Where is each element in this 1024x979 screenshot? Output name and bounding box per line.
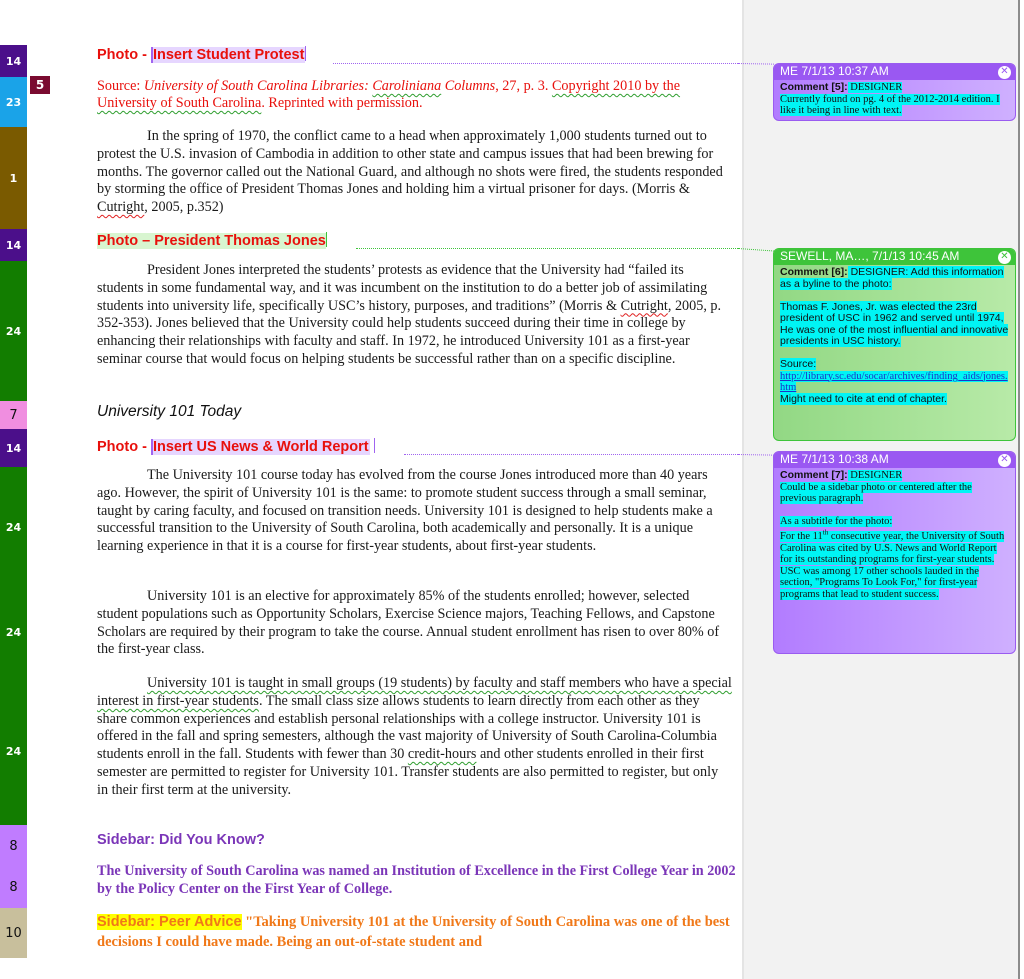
comment-connector-6 (356, 248, 738, 249)
sidebar-peer-advice: Sidebar: Peer Advice "Taking University 101 at the University of South Carolina was one of the best decisions I could have made. Being an out-of-state student and (97, 914, 730, 950)
style-bar-segment: 8 (0, 825, 27, 867)
section-heading-university-101-today: University 101 Today (97, 403, 242, 420)
style-bar-segment: 24 (0, 677, 27, 825)
paragraph-small-groups: University 101 is taught in small groups (19 students) by faculty and staff members who have a special interest in first-year students. The small class size allows students to learn directly from each other as they share common experiences and establish personal relationships with a college instructor. University 101 is offered in the fall and spring semesters, although the vast majority of University of South Carolina-Columbia students enroll in the fall. Students with fewer than 30 credit-hours and other students enrolled in their first semester are permitted to register for University 101. Transfer students are also permitted to register, but only in their first term at the university. (97, 675, 732, 798)
style-bar-segment: 1 (0, 127, 27, 229)
comment-text: Thomas F. Jones, Jr. was elected the 23rd president of USC in 1962 and served until 1974, He was one of the most influential and innovative presidents in USC history. (780, 300, 1009, 347)
comment-connector-7 (404, 454, 738, 455)
comment-header: SEWELL, MA…, 7/1/13 10:45 AM ✕ (774, 249, 1015, 265)
style-bar-segment: 8 (0, 867, 27, 908)
style-bar-segment: 24 (0, 261, 27, 401)
style-bar-segment: 23 (0, 77, 27, 127)
comment-anchor-7[interactable]: Insert US News & World Report (152, 439, 369, 455)
sidebar-peer-advice-tag: Sidebar: Peer Advice (97, 914, 242, 930)
comment-anchor-6[interactable]: Photo – President Thomas Jones (97, 233, 326, 249)
close-icon[interactable]: ✕ (998, 251, 1011, 264)
comment-anchor-5[interactable]: Insert Student Protest (152, 47, 305, 63)
comment-balloon-7[interactable]: ME 7/1/13 10:38 AM ✕ Comment [7]: DESIGNER Could be a sidebar photo or centered after the previous paragraph. As a subtitle for the photo: For the 11th consecutive year, the University of South Carolina was cited by U.S. News and World Report for its outstanding programs for first-year students. USC was among 17 other schools lauded in the section, "Programs To Look For," for first-year programs that lead to student success. (773, 451, 1016, 654)
style-bar-segment: 24 (0, 467, 27, 587)
style-bar-segment: 14 (0, 45, 27, 77)
paragraph-course-today: The University 101 course today has evolved from the course Jones introduced more than 40 years ago. However, the spirit of University 101 is the same: to promote student success through a small seminar, taught by caring faculty, and focused on transition needs. University 101 is designed to help students make a successful transition to the University of South Carolina, both academically and personally. It is a unique learning experience in that it is a course for first-year students, about first-year students. (97, 467, 713, 555)
photo-placeholder-president-jones (97, 232, 327, 249)
close-icon[interactable]: ✕ (998, 66, 1011, 79)
style-bar-segment: 10 (0, 908, 27, 958)
style-bar-segment: 14 (0, 429, 27, 467)
comment-balloon-6[interactable]: SEWELL, MA…, 7/1/13 10:45 AM ✕ Comment [6]: DESIGNER: Add this information as a byline to the photo: Thomas F. Jones, Jr. was elected the 23rd president of USC in 1962 and served until 1974, He was one of the most influential and innovative presidents in USC history. Source: http://library.sc.edu/socar/archives/finding_aids/jones.htm Might need to cite at end of chapter. (773, 248, 1016, 441)
comment-text: Currently found on pg. 4 of the 2012-2014 edition. I like it being in line with text. (780, 93, 1000, 116)
comment-connector-5 (333, 63, 738, 64)
style-bar-segment: 24 (0, 587, 27, 677)
paragraph-1970-protest: In the spring of 1970, the conflict came to a head when approximately 1,000 students turned out to protest the U.S. invasion of Cambodia in addition to other state and campus issues that had been brewing for months. The governor called out the National Guard, and although no shots were fired, the students responded by storming the office of President Thomas Jones and holding him a virtual prisoner for days. (Morris & Cutright, 2005, p.352) (97, 128, 723, 216)
paragraph-elective: University 101 is an elective for approximately 85% of the students enrolled; however, selected student populations such as Opportunity Scholars, Exercise Science majors, Teaching Fellows, and Capstone Scholars are required by their program to take the course. Annual student enrollment has risen to over 80% of the first-year class. (97, 588, 720, 658)
comment-header: ME 7/1/13 10:38 AM ✕ (774, 452, 1015, 468)
comment-header: ME 7/1/13 10:37 AM ✕ (774, 64, 1015, 80)
sidebar-did-you-know-text: The University of South Carolina was named an Institution of Excellence in the First College Year in 2002 by the Policy Center on the First Year of College. (97, 863, 736, 897)
photo-placeholder-student-protest: Photo - Insert Student Protest (97, 47, 305, 63)
sidebar-heading-did-you-know: Sidebar: Did You Know? (97, 832, 265, 848)
close-icon[interactable]: ✕ (998, 454, 1011, 467)
comment-marker-badge[interactable]: 5 (30, 76, 50, 94)
style-bar-segment: 7 (0, 401, 27, 429)
comment-balloon-5[interactable]: ME 7/1/13 10:37 AM ✕ Comment [5]: DESIGNER Currently found on pg. 4 of the 2012-2014 edition. I like it being in line with text. (773, 63, 1016, 121)
photo-placeholder-us-news: Photo - Insert US News & World Report (97, 438, 375, 455)
source-link[interactable]: http://library.sc.edu/socar/archives/finding_aids/jones.htm (780, 370, 1008, 393)
photo-source-credit: Source: University of South Carolina Libraries: Caroliniana Columns, 27, p. 3. Copyright 2010 by the University of South Carolina. Reprinted with permission. (97, 78, 681, 111)
paragraph-jones-interpretation: President Jones interpreted the students’ protests as evidence that the University had “failed its students in some fundamental way, and it was incumbent on the institution to do a better job of assimilating students into university life, specifically USC’s history, purposes, and traditions” (Morris & Cutright, 2005, p. 352-353). Jones believed that the University could help students succeed during their time in college by enhancing their relationships with faculty and staff. In 1972, he introduced University 101 as a first-year seminar course that would focus on helping students be successful rather than on a specific discipline. (97, 262, 722, 367)
comment-text: Could be a sidebar photo or centered after the previous paragraph. (780, 481, 972, 504)
style-bar-segment: 14 (0, 229, 27, 261)
